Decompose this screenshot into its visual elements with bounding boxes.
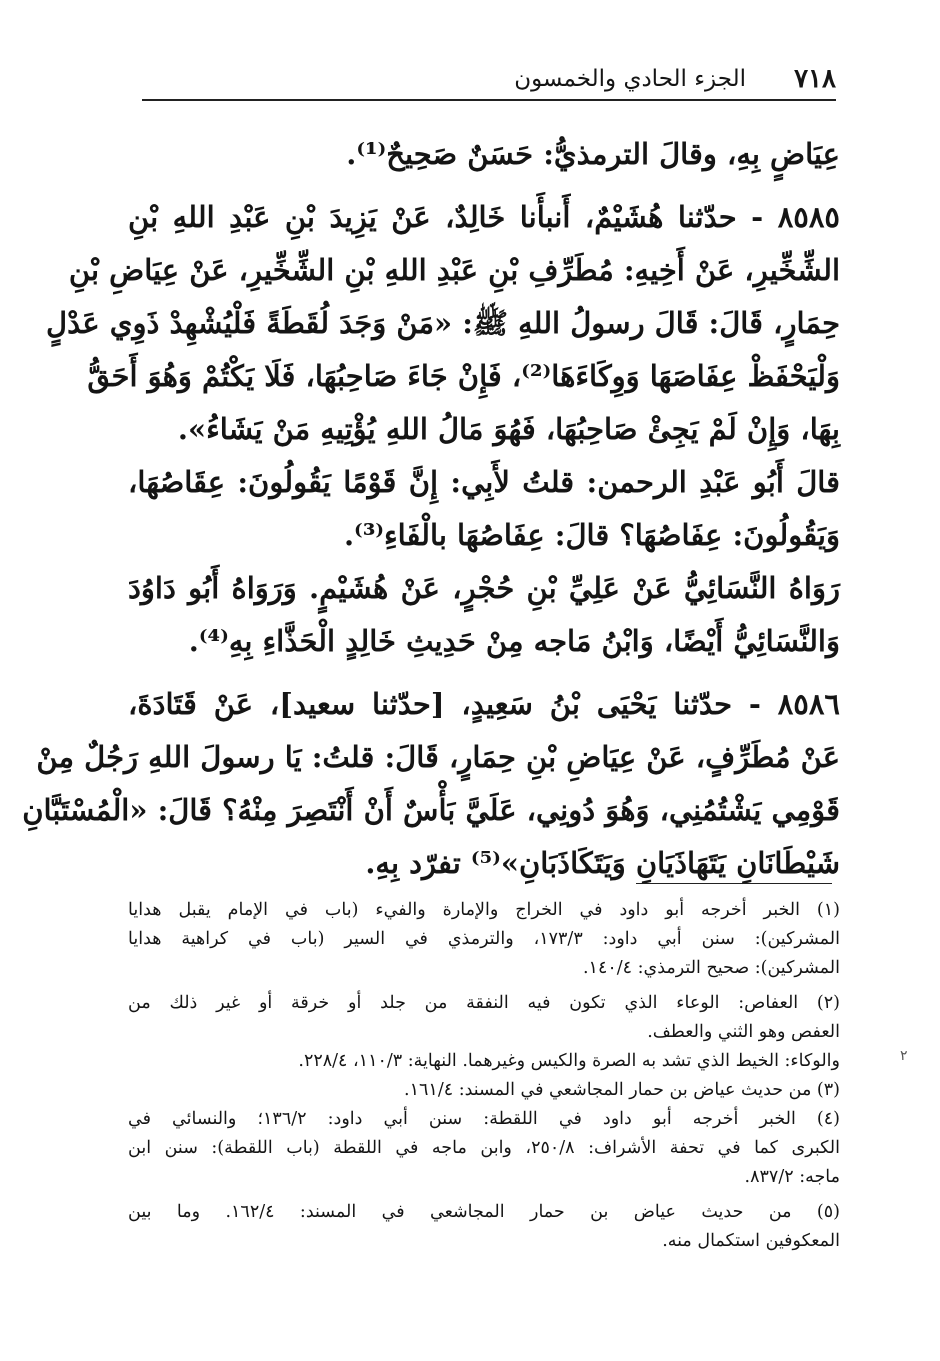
- margin-mark: ٢: [900, 1048, 908, 1064]
- footnote-line: (٥) من حديث عياض بن حمار المجاشعي في المسند: ١٦٢/٤. وما بين: [128, 1202, 840, 1222]
- footnote-line: المشركين): صحيح الترمذي: ١٤٠/٤.: [582, 958, 840, 978]
- text-line: عِيَاضٍ بِهِ، وقالَ الترمذيُّ: حَسَنٌ صَحِيحٌ⁽¹⁾.: [346, 137, 840, 171]
- text-line: وَالنَّسَائِيُّ أَيْضًا، وَابْنُ مَاجه مِنْ حَدِيثِ خَالِدٍ الْحَذَّاءِ بِهِ⁽⁴⁾.: [188, 624, 840, 658]
- text-line: بِهَا، وَإِنْ لَمْ يَجِئْ صَاحِبُهَا، فَهُوَ مَالُ اللهِ يُؤْتِيهِ مَنْ يَشَاءُ».: [177, 412, 840, 446]
- footnote-line: المعكوفين استكمال منه.: [662, 1231, 840, 1251]
- text-line: قَوْمِي يَشْتُمُنِي، وَهُوَ دُونِي، عَلَيَّ بَأْسٌ أَنْ أَنْتَصِرَ مِنْهُ؟ قَالَ: «الْمُسْتَبَّانِ: [22, 793, 840, 827]
- footnote-line: ماجه: ٨٣٧/٢.: [744, 1167, 840, 1187]
- footnote-line: (٢) العفاص: الوعاء الذي تكون فيه النفقة من جلد أو خرقة أو غير ذلك من: [128, 993, 840, 1013]
- footnote-line: (٤) الخبر أخرجه أبو داود في اللقطة: سنن أبي داود: ١٣٦/٢؛ والنسائي في: [128, 1109, 840, 1129]
- text-line: حِمَارٍ، قَالَ: قَالَ رسولُ اللهِ ﷺ: «مَنْ وَجَدَ لُقَطَةً فَلْيُشْهِدْ ذَوِي عَدْلٍ: [46, 306, 840, 340]
- text-line: وَيَقُولُونَ: عِفَاصُهَا؟ قالَ: عِفَاصُهَا بالْفَاءِ⁽³⁾.: [343, 518, 840, 552]
- text-line: وَلْيَحْفَظْ عِفَاصَهَا وَوِكَاءَهَا⁽²⁾، فَإِنْ جَاءَ صَاحِبُهَا، فَلَا يَكْتُمْ وَهُوَ أَحَقُّ: [87, 359, 840, 393]
- text-line: شَيْطَانَانِ يَتَهَاذَيَانِ وَيَتَكَاذَبَانِ»⁽⁵⁾ تفرّد بِهِ.: [365, 846, 840, 880]
- footnotes: [128, 896, 840, 1256]
- footnote-line: (٣) من حديث عياض بن حمار المجاشعي في المسند: ١٦١/٤.: [404, 1080, 840, 1100]
- footnote-line: والوكاء: الخيط الذي تشد به الصرة والكيس وغيرهما. النهاية: ١١٠/٣، ٢٢٨/٤.: [298, 1051, 840, 1071]
- text-line: ٨٥٨٦ - حدّثنا يَحْيَى بْنُ سَعِيدٍ، [حدّثنا سعيد]، عَنْ قَتَادَةَ،: [128, 687, 840, 721]
- text-line: قالَ أَبُو عَبْدِ الرحمن: قلتُ لأَبِي: إِنَّ قَوْمًا يَقُولُونَ: عِقَاصُهَا،: [128, 465, 840, 499]
- header-rule: [142, 99, 836, 101]
- text-line: رَوَاهُ النَّسَائِيُّ عَنْ عَلِيِّ بْنِ حُجْرٍ، عَنْ هُشَيْمٍ. وَرَوَاهُ أَبُو دَاوُدَ: [128, 571, 840, 605]
- running-title: الجزء الحادي والخمسون: [514, 66, 746, 92]
- text-line: عَنْ مُطَرِّفٍ، عَنْ عِيَاضِ بْنِ حِمَارٍ، قَالَ: قلتُ: يَا رسولَ اللهِ رَجُلٌ مِنْ: [36, 740, 840, 774]
- footnote-line: الكبرى كما في تحفة الأشراف: ٢٥٠/٨، وابن ماجه في اللقطة (باب اللقطة): سنن ابن: [128, 1138, 840, 1158]
- page-number: ٧١٨: [794, 64, 836, 94]
- page-header: [142, 60, 836, 100]
- footnote-line: (١) الخبر أخرجه أبو داود في الخراج والإمارة والفيء (باب في الإمام يقبل هدايا: [128, 900, 840, 920]
- text-line: الشِّخِّيرِ، عَنْ أَخِيهِ: مُطَرِّفِ بْنِ عَبْدِ اللهِ بْنِ الشِّخِّيرِ، عَنْ عِيَاضِ بْنِ: [68, 253, 840, 287]
- text-line: ٨٥٨٥ - حدّثنا هُشَيْمٌ، أَنبأَنا خَالِدٌ، عَنْ يَزِيدَ بْنِ عَبْدِ اللهِ بْنِ: [128, 200, 840, 234]
- footnote-rule: [636, 883, 832, 884]
- main-text: [22, 128, 840, 890]
- footnote-line: المشركين): سنن أبي داود: ١٧٣/٣، والترمذي في السير (باب في كراهية هدايا: [128, 929, 840, 949]
- footnote-line: العفص وهو الثني والعطف.: [647, 1022, 840, 1042]
